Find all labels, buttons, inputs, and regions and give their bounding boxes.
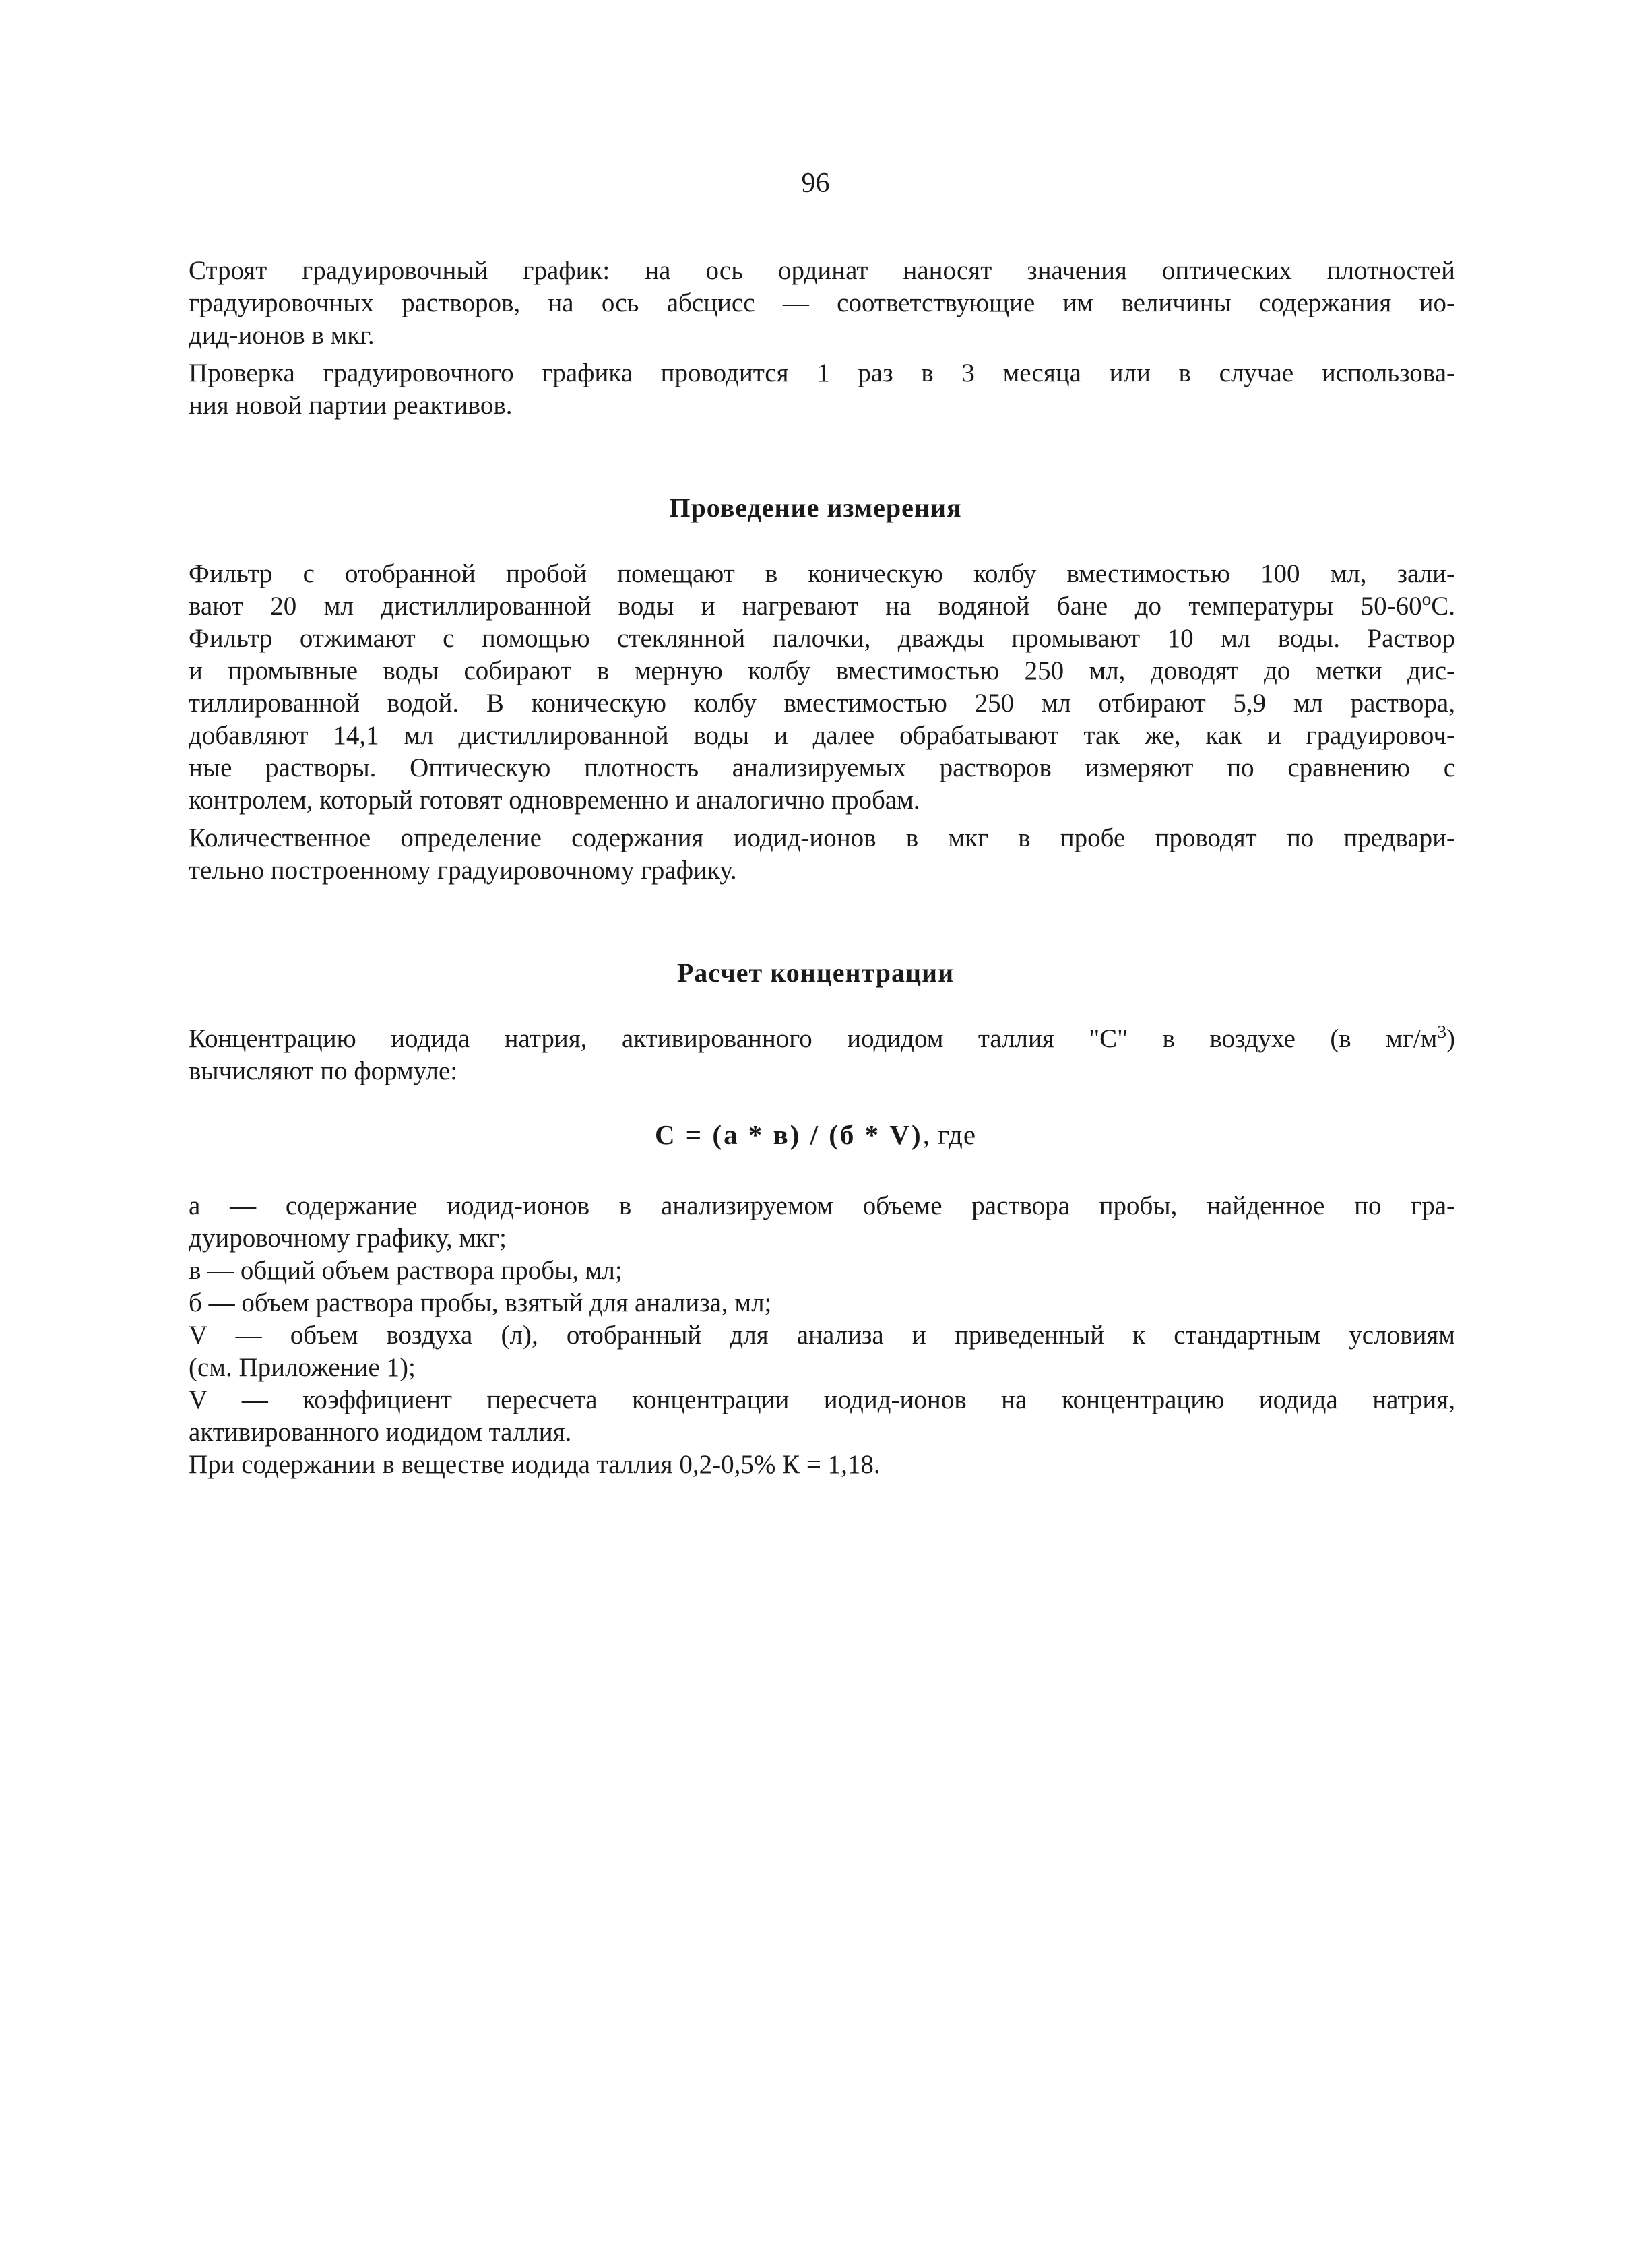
text-line: контролем, который готовят одновременно и аналогично пробам.: [189, 786, 920, 815]
definition-line: V — объем воздуха (л), отобранный для анализа и приведенный к стандартным условиям: [189, 1321, 1455, 1350]
text-line: Количественное определение содержания иодид-ионов в мкг в пробе проводят по предвари-: [189, 823, 1455, 852]
formula-expression: С = (а * в) / (б * V): [654, 1119, 923, 1150]
cubic-superscript: 3: [1437, 1021, 1446, 1042]
definition-line: б — объем раствора пробы, взятый для анализа, мл;: [189, 1288, 772, 1317]
intro-paragraph-1: [189, 255, 1455, 352]
page-number: 96: [801, 168, 830, 199]
text-fragment: С.: [1431, 592, 1455, 621]
text-line: Строят градуировочный график: на ось ординат наносят значения оптических плотностей: [189, 256, 1455, 285]
formula: [0, 1119, 1631, 1151]
text-line: тельно построенному градуировочному графику.: [189, 856, 737, 885]
section-heading-measurement: Проведение измерения: [669, 493, 962, 523]
text-line: ные растворы. Оптическую плотность анализируемых растворов измеряют по сравнению с: [189, 753, 1455, 782]
text-line: градуировочных растворов, на ось абсцисс — соответствующие им величины содержания ио-: [189, 288, 1455, 317]
text-line: вычисляют по формуле:: [189, 1057, 458, 1085]
definitions-list: [189, 1190, 1455, 1481]
text-fragment: ): [1446, 1024, 1455, 1053]
text-line: [189, 590, 1455, 623]
degree-superscript: o: [1421, 589, 1432, 609]
text-line: и промывные воды собирают в мерную колбу вместимостью 250 мл, доводят до метки дис-: [189, 656, 1455, 685]
text-line: Фильтр отжимают с помощью стеклянной палочки, дважды промывают 10 мл воды. Раствор: [189, 624, 1455, 653]
text-line: тиллированной водой. В коническую колбу вместимостью 250 мл отбирают 5,9 мл раствора,: [189, 689, 1455, 718]
text-fragment: вают 20 мл дистиллированной воды и нагревают на водяной бане до температуры 50-60: [189, 592, 1422, 621]
section-heading-calculation: Расчет концентрации: [676, 957, 955, 988]
definition-line: V — коэффициент пересчета концентрации иодид-ионов на концентрацию иодида натрия,: [189, 1385, 1455, 1414]
formula-suffix: , где: [922, 1119, 977, 1150]
text-line: ния новой партии реактивов.: [189, 391, 513, 420]
text-line: Проверка градуировочного графика проводится 1 раз в 3 месяца или в случае использова-: [189, 358, 1455, 387]
calculation-paragraph: [189, 1023, 1455, 1088]
measurement-paragraph-1: [189, 558, 1455, 817]
text-line: Фильтр с отобранной пробой помещают в коническую колбу вместимостью 100 мл, зали-: [189, 559, 1455, 588]
measurement-paragraph-2: [189, 822, 1455, 887]
definition-line: дуировочному графику, мкг;: [189, 1224, 507, 1253]
definition-line: активированного иодидом таллия.: [189, 1418, 572, 1447]
text-line: дид-ионов в мкг.: [189, 321, 375, 350]
definition-line: При содержании в веществе иодида таллия 0,2-0,5% К = 1,18.: [189, 1450, 881, 1479]
intro-paragraph-2: [189, 357, 1455, 422]
definition-line: а — содержание иодид-ионов в анализируемом объеме раствора пробы, найденное по гра-: [189, 1191, 1455, 1220]
text-line: [189, 1023, 1455, 1055]
text-fragment: Концентрацию иодида натрия, активированного иодидом таллия "С" в воздухе (в мг/м: [189, 1024, 1438, 1053]
definition-line: (см. Приложение 1);: [189, 1353, 416, 1382]
text-line: добавляют 14,1 мл дистиллированной воды и далее обрабатывают так же, как и градуировоч-: [189, 721, 1455, 750]
definition-line: в — общий объем раствора пробы, мл;: [189, 1256, 622, 1285]
